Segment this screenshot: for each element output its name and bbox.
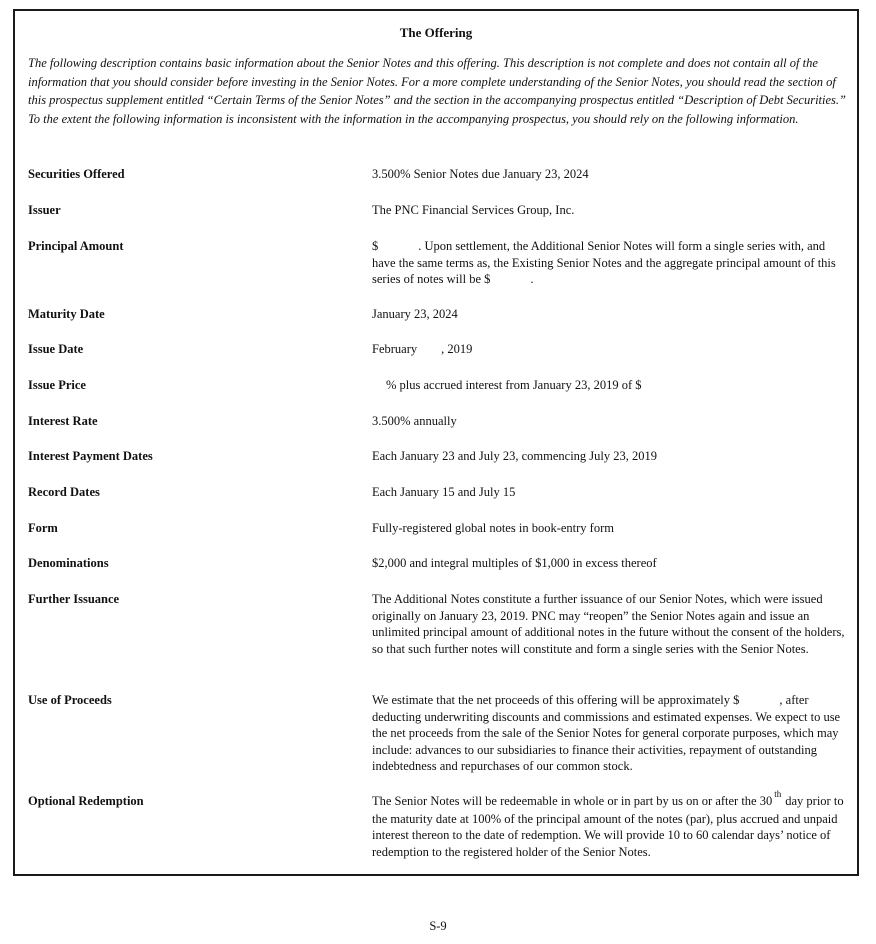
offering-box	[13, 9, 859, 876]
issue-date-year: , 2019	[441, 342, 473, 356]
use-of-proceeds-text-a: We estimate that the net proceeds of this offering will be approximately $	[372, 693, 740, 707]
value-use-of-proceeds	[372, 692, 850, 775]
label-issue-date: Issue Date	[28, 342, 84, 356]
principal-amount-end: .	[530, 272, 534, 286]
label-form: Form	[28, 521, 58, 535]
page-number: S-9	[429, 919, 447, 933]
value-record-dates: Each January 15 and July 15	[372, 485, 516, 499]
label-interest-payment-dates: Interest Payment Dates	[28, 449, 153, 463]
label-interest-rate: Interest Rate	[28, 414, 98, 428]
value-optional-redemption	[372, 789, 850, 860]
section-title: The Offering	[399, 25, 473, 40]
value-issue-price: % plus accrued interest from January 23, 2019 of $	[386, 378, 642, 392]
value-denominations: $2,000 and integral multiples of $1,000 in excess thereof	[372, 556, 657, 570]
label-optional-redemption: Optional Redemption	[28, 794, 144, 808]
label-securities-offered: Securities Offered	[28, 167, 125, 181]
optional-redemption-text-a: The Senior Notes will be redeemable in whole or in part by us on or after the 30	[372, 794, 773, 808]
optional-redemption-text-b: day prior to the maturity date at 100% of the principal amount of the notes (par), plus accrued and unpaid interest thereon to the date of redemption. We will provide 10 to 60 calendar days’ notice of redemption to the registered holder of the Senior Notes.	[372, 794, 844, 859]
value-principal-amount	[372, 238, 850, 288]
value-maturity-date: January 23, 2024	[372, 307, 458, 321]
label-further-issuance: Further Issuance	[28, 592, 120, 606]
principal-amount-currency: $	[372, 239, 379, 253]
intro-paragraph: The following description contains basic information about the Senior Notes and this offering. This description is not complete and does not contain all of the information that you should consider before investing in the Senior Notes. For a more complete understanding of the Senior Notes, you should read the section of this prospectus supplement entitled “Certain Terms of the Senior Notes” and the section in the accompanying prospectus entitled “Description of Debt Securities.” To the extent the following information is inconsistent with the information in the accompanying prospectus, you should rely on the following information.	[28, 56, 846, 126]
use-of-proceeds-text-b: , after deducting underwriting discounts and commissions and estimated expenses. We expect to use the net proceeds from the sale of the Senior Notes for general corporate purposes, which may include: advances to our subsidiaries to finance their activities, repayment of outstanding indebtedness and repurchases of our common stock.	[372, 693, 841, 773]
value-securities-offered: 3.500% Senior Notes due January 23, 2024	[372, 167, 589, 181]
value-interest-payment-dates: Each January 23 and July 23, commencing July 23, 2019	[372, 449, 658, 463]
value-form: Fully-registered global notes in book-entry form	[372, 521, 614, 535]
value-issuer: The PNC Financial Services Group, Inc.	[372, 203, 575, 217]
label-issue-price: Issue Price	[28, 378, 86, 392]
issue-date-month: February	[372, 342, 418, 356]
label-maturity-date: Maturity Date	[28, 307, 105, 321]
label-use-of-proceeds: Use of Proceeds	[28, 693, 112, 707]
value-interest-rate: 3.500% annually	[372, 414, 457, 428]
ordinal-suffix: th	[774, 789, 782, 799]
principal-amount-text: . Upon settlement, the Additional Senior Notes will form a single series with, and have the same terms as, the Existing Senior Notes and the aggregate principal amount of this series of notes will be $	[372, 239, 836, 286]
value-further-issuance: The Additional Notes constitute a further issuance of our Senior Notes, which were issued originally on January 23, 2019. PNC may “reopen” the Senior Notes again and issue an unlimited principal amount of additional notes in the future without the consent of the holders, so that such further notes will constitute and form a single series with the Senior Notes.	[372, 592, 845, 656]
label-issuer: Issuer	[28, 203, 61, 217]
label-denominations: Denominations	[28, 556, 109, 570]
label-record-dates: Record Dates	[28, 485, 100, 499]
label-principal-amount: Principal Amount	[28, 239, 124, 253]
value-issue-date	[372, 341, 850, 358]
